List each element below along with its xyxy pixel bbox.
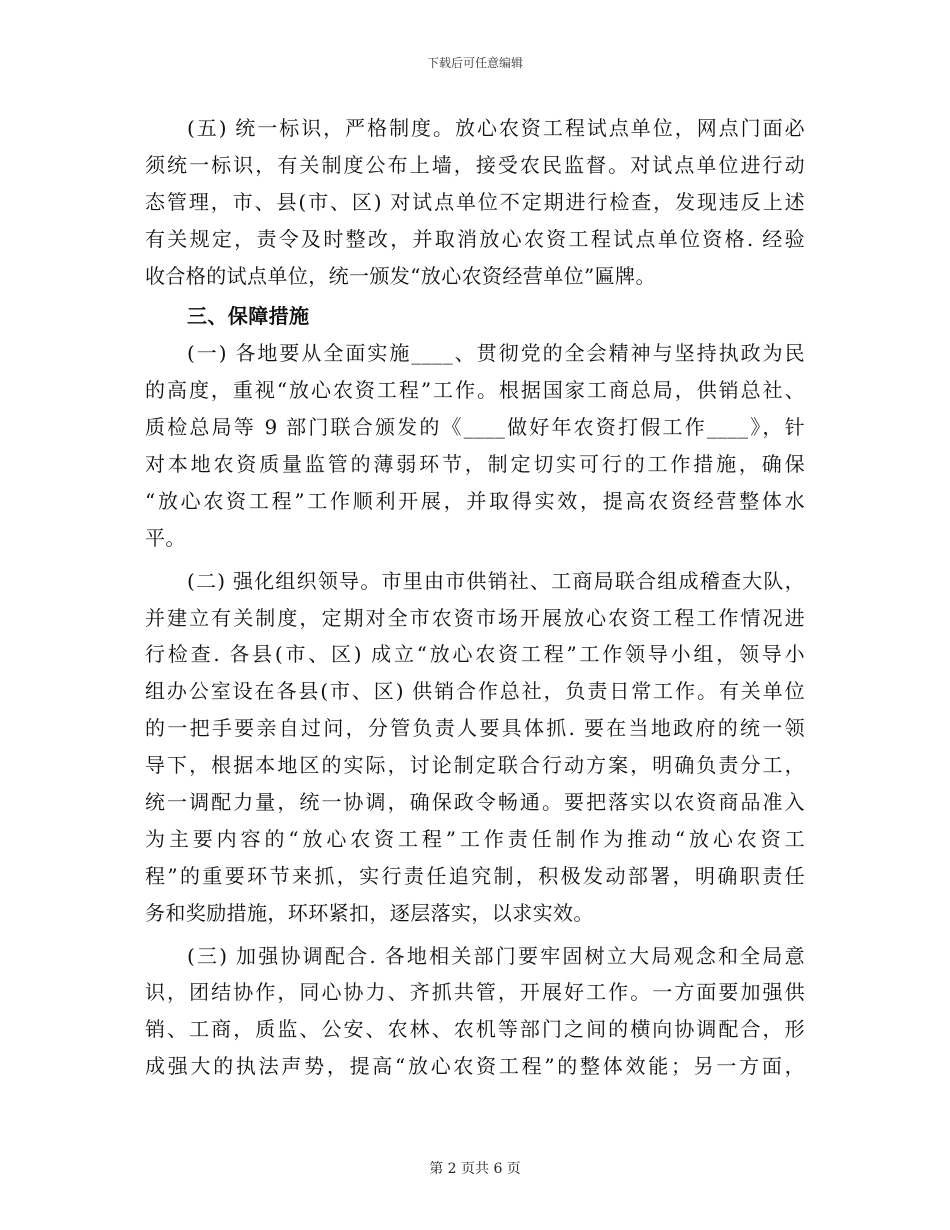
page-number: 第 2 页共 6 页 [429, 1161, 521, 1177]
page-header: 下载后可任意编辑 [426, 56, 523, 70]
section-heading: 三、保障措施 [187, 304, 310, 329]
text-line: 识，团结协作，同心协力、齐抓共管，开展好工作。一方面要加强供 [145, 980, 805, 1005]
text-line: 导下，根据本地区的实际，讨论制定联合行动方案，明确负责分工， [145, 753, 805, 778]
paragraph-item-1 [145, 335, 805, 556]
text-line: 销、工商，质监、公安、农林、农机等部门之间的横向协调配合，形 [145, 1017, 805, 1042]
text-line: 并建立有关制度，定期对全市农资市场开展放心农资工程工作情况进 [145, 605, 805, 630]
text-line: 有关规定，责令及时整改，并取消放心农资工程试点单位资格. 经验 [145, 226, 805, 251]
text-line: 为主要内容的“放心农资工程”工作责任制作为推动“放心农资工 [145, 826, 805, 851]
paragraph-item-2 [145, 563, 805, 932]
text-line: 的高度，重视“放心农资工程”工作。根据国家工商总局，供销总社、 [145, 378, 805, 403]
text-line: “放心农资工程”工作顺利开展，并取得实效，提高农资经营整体水 [145, 488, 805, 513]
text-line: 平。 [145, 525, 186, 550]
text-line: (一) 各地要从全面实施____、贯彻党的全会精神与坚持执政为民 [187, 341, 805, 366]
document-body [145, 110, 805, 1085]
text-line: 组办公室设在各县(市、区) 供销合作总社，负责日常工作。有关单位 [145, 679, 805, 704]
text-line: 成强大的执法声势，提高“放心农资工程”的整体效能；另一方面， [145, 1054, 805, 1079]
text-line: (五) 统一标识，严格制度。放心农资工程试点单位，网点门面必 [187, 116, 805, 140]
text-line: 程”的重要环节来抓，实行责任追究制，积极发动部署，明确职责任 [145, 863, 805, 888]
text-line: (二) 强化组织领导。市里由市供销社、工商局联合组成稽查大队， [187, 568, 805, 593]
text-line: 统一调配力量，统一协调，确保政令畅通。要把落实以农资商品准入 [145, 790, 805, 815]
text-line: 须统一标识，有关制度公布上墙，接受农民监督。对试点单位进行动 [145, 152, 805, 177]
text-line: 行检查. 各县(市、区) 成立“放心农资工程”工作领导小组，领导小 [145, 642, 805, 667]
text-line: 对本地农资质量监管的薄弱环节，制定切实可行的工作措施，确保 [145, 452, 805, 477]
paragraph-section-5 [145, 110, 805, 294]
text-line: 的一把手要亲自过问，分管负责人要具体抓. 要在当地政府的统一领 [145, 716, 805, 741]
paragraph-item-3 [145, 938, 805, 1086]
text-line: 态管理，市、县(市、区) 对试点单位不定期进行检查，发现违反上述 [145, 189, 805, 214]
text-line: 务和奖励措施，环环紧扣，逐层落实，以求实效。 [145, 900, 594, 925]
text-line: (三) 加强协调配合. 各地相关部门要牢固树立大局观念和全局意 [187, 943, 805, 968]
text-line: 质检总局等 9 部门联合颁发的《____做好年农资打假工作____》，针 [145, 415, 805, 440]
text-line: 收合格的试点单位，统一颁发“放心农资经营单位”匾牌。 [145, 263, 656, 288]
